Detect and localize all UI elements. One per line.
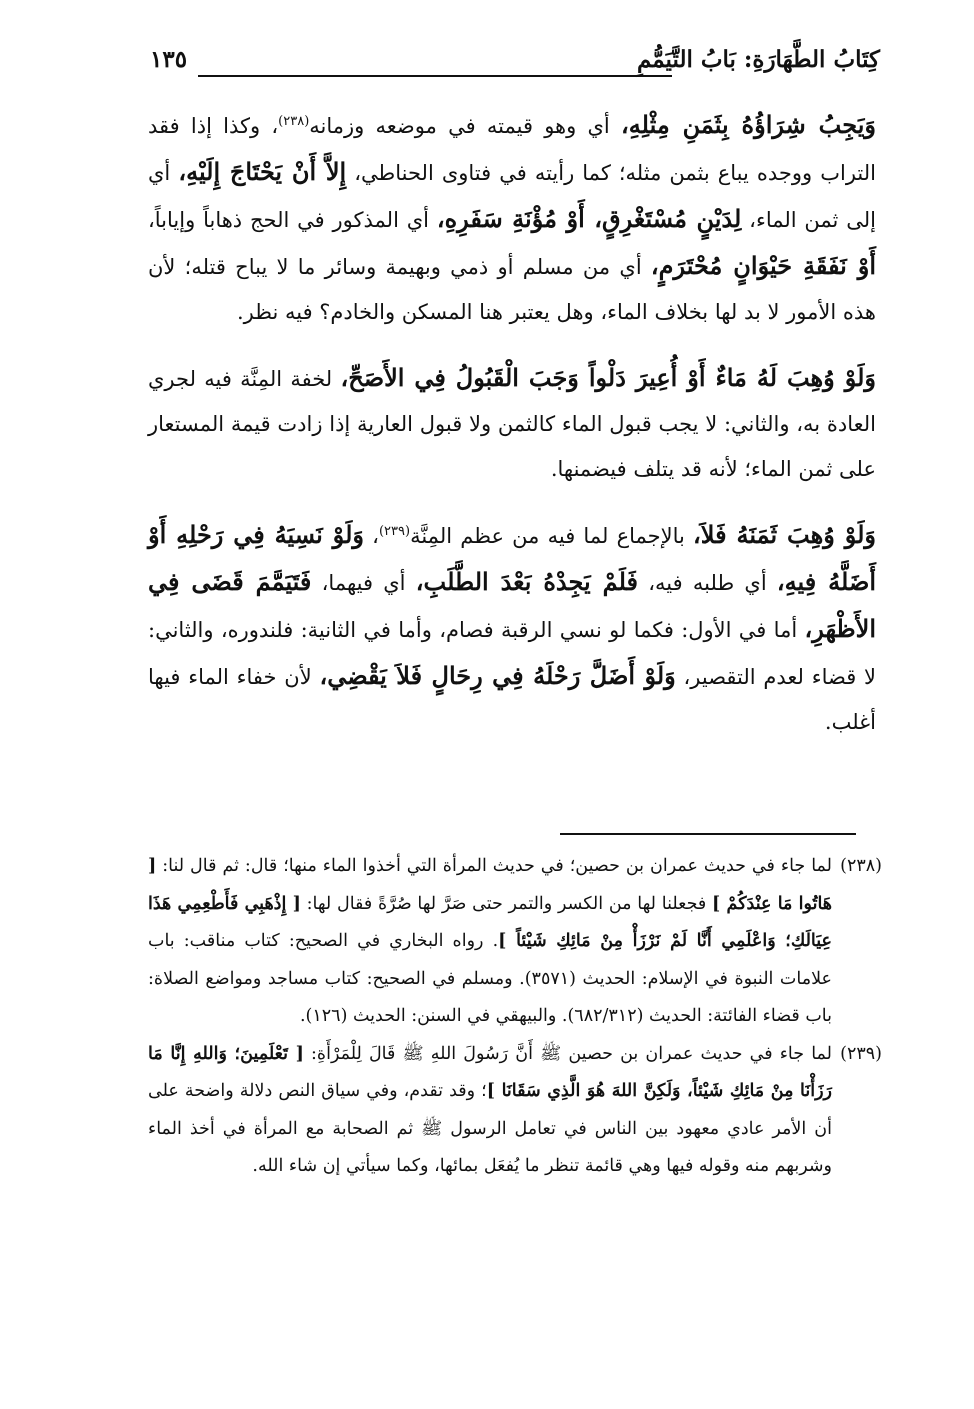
page-number: ١٣٥ [150, 46, 188, 73]
commentary-text: أي فيهما، [311, 571, 416, 595]
matn-text: وَلَوْ وُهِبَ لَهُ مَاءٌ أَوْ أُعِيرَ دَلْواً وَجَبَ الْقَبُولُ فِي الأَصَحِّ، [340, 363, 876, 392]
hadith-quote: [ تَعْلَمِينَ؛ وَاللهِ إِنَّا مَا رَزَأْنَا مِنْ مَائِكِ شَيْئاً، وَلَكِنَّ اللهَ هُوَ الَّذِي سَقَانَا ] [148, 1043, 832, 1101]
footnote-number: (٢٣٨) [840, 856, 882, 876]
footnote-text-part: ؛ وقد تقدم، وفي سياق النص دلالة واضحة على أن الأمر عادي معهود بين الناس في تعامل الرسول ﷺ ثم الصحابة مع المرأة في أخذ الماء وشربهم منه وقوله فيها وهي قائمة تنظر ما يُفعَل بمائها، وكما سيأتي إن شاء الله. [148, 1081, 832, 1176]
main-text [148, 102, 876, 765]
commentary-text: لخفة المِنَّة فيه لجري العادة به، والثاني: لا يجب قبول الماء كالثمن ولا قبول العارية إذا زادت قيمة المستعار على ثمن الماء؛ لأنه قد يتلف فيضمنها. [148, 367, 876, 481]
footnote-text-part: لما جاء في حديث عمران بن حصين ﷺ أَنَّ رَسُولَ اللهِ ﷺ قَالَ لِلْمَرْأَةِ: [303, 1043, 832, 1064]
footnote-text-part: . رواه البخاري في الصحيح: كتاب مناقب: باب علامات النبوة في الإسلام: الحديث (٣٥٧١). ومسلم في الصحيح: كتاب مساجد ومواضع الصلاة: باب قضاء الفائتة: الحديث (٦٨٢/٣١٢). والبيهقي في السنن: الحديث (١٢٦). [148, 931, 832, 1026]
matn-text: إِلاَّ أَنْ يَحْتَاجَ إِلَيْهِ، [178, 157, 347, 186]
footnote-separator [560, 833, 856, 835]
commentary-text: أما في الأول: فكما لو نسي الرقبة فصام، وأما في الثانية: فلندوره، والثاني: لا قضاء لعدم التقصير، [148, 618, 876, 689]
matn-text: لِدَيْنٍ مُسْتَغْرِقٍ، أَوْ مُؤْنَةِ سَفَرِهِ، [436, 204, 742, 233]
footnote-text [148, 848, 832, 1036]
footnote-ref-239[interactable]: (٢٣٩) [378, 524, 411, 539]
page-header [150, 46, 880, 86]
hadith-quote: [ هَاتُوا مَا عِنْدَكُمْ ] [148, 856, 833, 914]
matn-text: وَلَوْ نَسِيَهُ فِي رَحْلِهِ أَوْ أَضَلَّهُ فِيهِ، [148, 520, 877, 596]
matn-text: وَلَوْ وُهِبَ ثَمَنَهُ فَلاَ، [693, 520, 876, 549]
commentary-text: لأن خفاء الماء فيها أغلب. [148, 665, 876, 734]
commentary-text: أي المذكور في الحج ذهاباً وإياباً، [148, 208, 437, 232]
matn-text: فَتَيَمَّمَ قَضَى فِي الأَظْهَرِ، [148, 567, 876, 643]
paragraph-3 [148, 512, 876, 745]
footnote-number: (٢٣٩) [840, 1043, 882, 1064]
commentary-text: أي وهو قيمته في موضعه وزمانه [309, 114, 622, 138]
paragraph-2 [148, 355, 876, 492]
running-title: كِتَابُ الطَّهَارَةِ: بَابُ التَّيَمُّمِ [636, 46, 880, 73]
footnote-text [148, 1036, 832, 1186]
commentary-text: أي إلى ثمن الماء، [148, 161, 876, 232]
commentary-text: ، [363, 524, 379, 548]
footnote-ref-238[interactable]: (٢٣٨) [278, 114, 310, 129]
commentary-text: بالإجماع لما فيه من عظم المِنَّة [410, 524, 694, 548]
matn-text: وَلَوْ أَضَلَّ رَحْلَهُ فِي رِحَالٍ فَلاَ يَقْضِي، [319, 661, 676, 690]
commentary-text: أي من مسلم أو ذمي وبهيمة وسائر ما لا يباح قتله؛ لأن هذه الأمور لا بد لها بخلاف الماء، وهل يعتبر هنا المسكن والخادم؟ فيه نظر. [148, 255, 876, 324]
footnote-239 [148, 1036, 882, 1186]
matn-text: أَوْ نَفَقَةِ حَيْوَانٍ مُحْتَرَمٍ، [650, 251, 876, 280]
paragraph-1 [148, 102, 876, 335]
commentary-text: أي طلبه فيه، [638, 571, 777, 595]
matn-text: وَيَجِبُ شِرَاؤُهُ بِثَمَنِ مِثْلِهِ، [621, 110, 876, 139]
header-rule [198, 75, 672, 77]
footnote-text-part: فجعلنا لها من الكسر والتمر حتى صَرَّ لها صُرَّةً فقال لها: [300, 893, 712, 914]
matn-text: فَلَمْ يَجِدْهُ بَعْدَ الطَّلَبِ، [415, 567, 639, 596]
hadith-quote: [ إِذْهَبِي فَأَطْعِمِي هَذَا عِيَالَكِ؛ وَاعْلَمِي أَنَّا لَمْ نَرْزَأْ مِنْ مَائِكِ شَيْئاً ] [148, 893, 832, 951]
footnote-238 [148, 848, 882, 1036]
commentary-text: ، وكذا إذا فقد التراب ووجده يباع بثمن مثله؛ كما رأيته في فتاوى الحناطي، [148, 114, 876, 185]
footnote-text-part: لما جاء في حديث عمران بن حصين؛ في حديث المرأة التي أخذوا الماء منها؛ قال: ثم قال لنا: [156, 856, 832, 876]
footnotes [148, 848, 882, 1186]
